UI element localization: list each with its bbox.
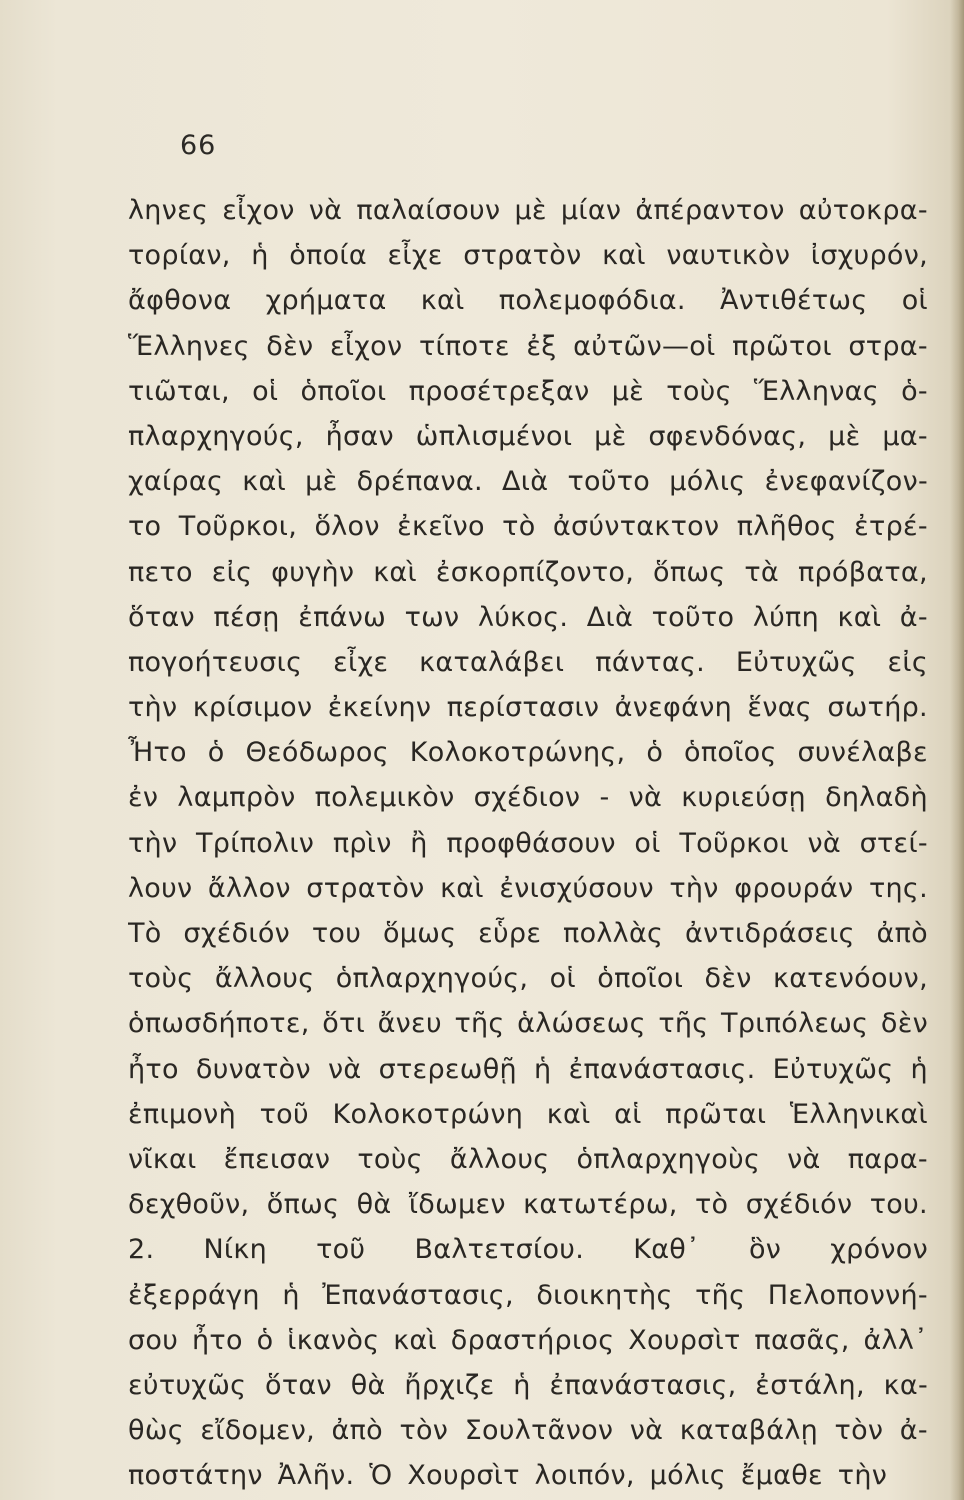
text-line: ποστάτην Ἀλῆν. Ὁ Χουρσὶτ λοιπόν, μόλις ἔμαθε τὴν (128, 1460, 888, 1492)
text-line: σου ἦτο ὁ ἱκανὸς καὶ δραστήριος Χουρσὶτ πασᾶς, ἀλλ᾽ (128, 1324, 928, 1356)
text-line: τορίαν, ἡ ὁποία εἶχε στρατὸν καὶ ναυτικὸν ἰσχυρόν, (128, 240, 928, 272)
text-line: πετο εἰς φυγὴν καὶ ἐσκορπίζοντο, ὅπως τὰ πρόβατα, (128, 556, 928, 588)
text-line: νῖκαι ἔπεισαν τοὺς ἄλλους ὁπλαρχηγοὺς νὰ παρα- (128, 1143, 928, 1175)
text-line: ληνες εἶχον νὰ παλαίσουν μὲ μίαν ἀπέραντον αὐτοκρα- (128, 195, 928, 226)
text-line: ὅταν πέσῃ ἐπάνω των λύκος. Διὰ τοῦτο λύπη καὶ ἀ- (128, 601, 928, 633)
page-number: 66 (180, 130, 217, 161)
text-line: τοὺς ἄλλους ὁπλαρχηγούς, οἱ ὁποῖοι δὲν κατενόουν, (128, 963, 928, 995)
text-line: ὁπωσδήποτε, ὅτι ἄνευ τῆς ἁλώσεως τῆς Τριπόλεως δὲν (128, 1008, 928, 1040)
text-line: τὴν κρίσιμον ἐκείνην περίστασιν ἀνεφάνη ἕνας σωτήρ. (128, 692, 928, 724)
text-line: λουν ἄλλον στρατὸν καὶ ἐνισχύσουν τὴν φρουράν της. (128, 872, 928, 904)
text-line: τιῶται, οἱ ὁποῖοι προσέτρεξαν μὲ τοὺς Ἕλληνας ὁ- (128, 375, 928, 407)
text-line: πλαρχηγούς, ἦσαν ὡπλισμένοι μὲ σφενδόνας, μὲ μα- (128, 420, 928, 452)
text-line: ἄφθονα χρήματα καὶ πολεμοφόδια. Ἀντιθέτως οἱ (128, 285, 928, 317)
text-line: ἐπιμονὴ τοῦ Κολοκοτρώνη καὶ αἱ πρῶται Ἑλληνικαὶ (128, 1098, 928, 1130)
text-line: Ἦτο ὁ Θεόδωρος Κολοκοτρώνης, ὁ ὁποῖος συνέλαβε (128, 737, 928, 769)
text-line: 2. Νίκη τοῦ Βαλτετσίου. Καθ᾽ ὃν χρόνον (128, 1234, 928, 1266)
text-line: Τὸ σχέδιόν του ὅμως εὗρε πολλὰς ἀντιδράσεις ἀπὸ (128, 918, 928, 949)
text-line: ἐξερράγη ἡ Ἐπανάστασις, διοικητὴς τῆς Πελοποννή- (128, 1279, 928, 1311)
text-line: δεχθοῦν, ὅπως θὰ ἴδωμεν κατωτέρω, τὸ σχέδιόν του. (128, 1189, 928, 1221)
text-line: Ἕλληνες δὲν εἶχον τίποτε ἐξ αὐτῶν—οἱ πρῶτοι στρα- (128, 330, 928, 362)
page-edge-shadow (950, 0, 964, 1500)
text-line: ἐν λαμπρὸν πολεμικὸν σχέδιον - νὰ κυριεύσῃ δηλαδὴ (128, 782, 928, 814)
text-line: θὼς εἴδομεν, ἀπὸ τὸν Σουλτᾶνον νὰ καταβάλῃ τὸν ἀ- (128, 1415, 928, 1447)
text-line: τὴν Τρίπολιν πρὶν ἢ προφθάσουν οἱ Τοῦρκοι νὰ στεί- (128, 827, 928, 859)
text-line: το Τοῦρκοι, ὅλον ἐκεῖνο τὸ ἀσύντακτον πλῆθος ἐτρέ- (128, 511, 928, 543)
body-text (128, 188, 928, 1498)
text-line: εὐτυχῶς ὅταν θὰ ἤρχιζε ἡ ἐπανάστασις, ἐστάλη, κα- (128, 1369, 928, 1401)
text-line: χαίρας καὶ μὲ δρέπανα. Διὰ τοῦτο μόλις ἐνεφανίζον- (128, 466, 928, 498)
text-line: πογοήτευσις εἶχε καταλάβει πάντας. Εὐτυχῶς εἰς (128, 646, 928, 678)
text-line: ἦτο δυνατὸν νὰ στερεωθῇ ἡ ἐπανάστασις. Εὐτυχῶς ἡ (128, 1053, 928, 1085)
